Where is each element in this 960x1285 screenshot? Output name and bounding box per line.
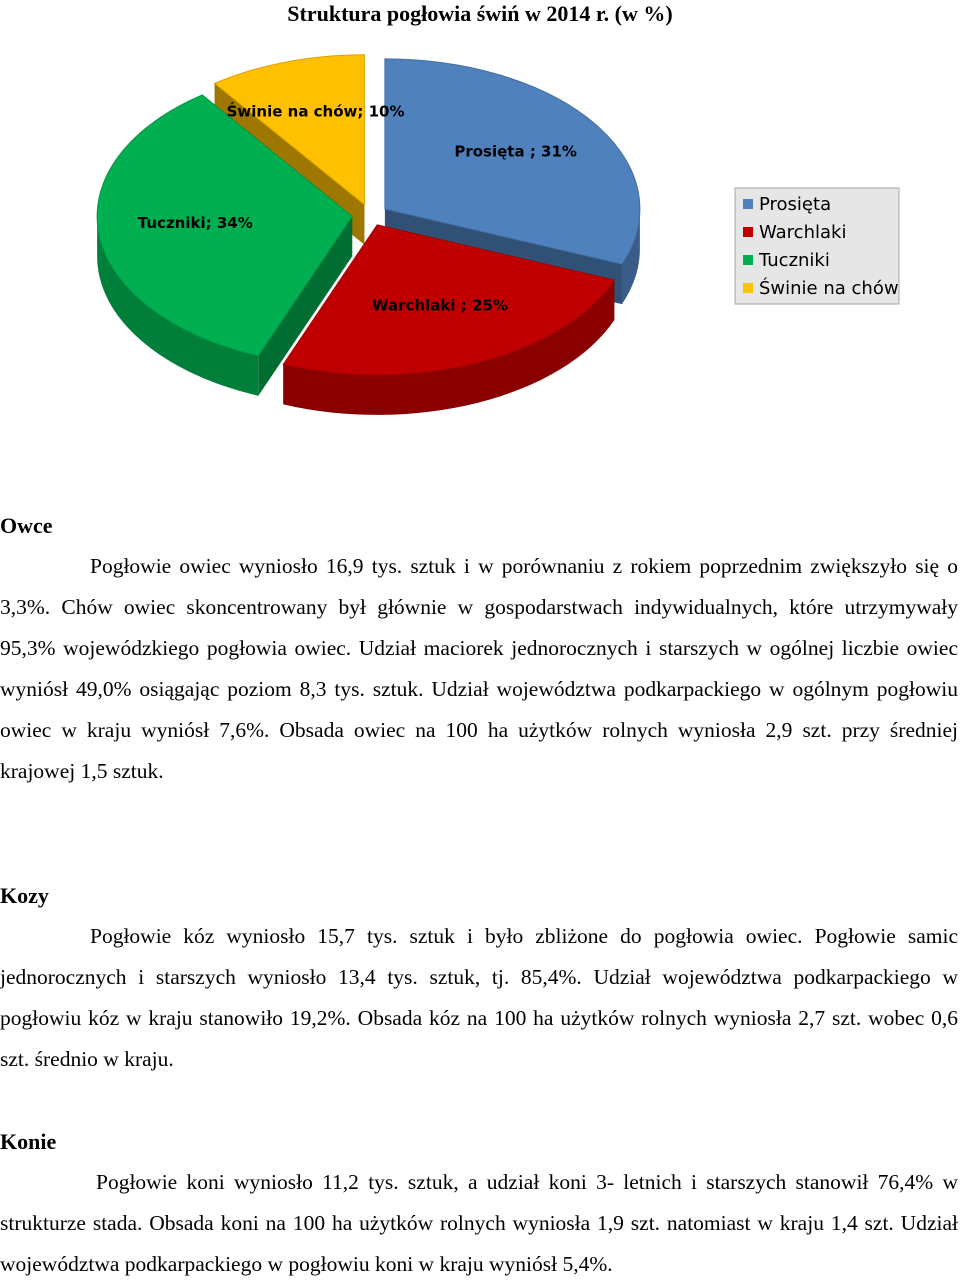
pie-chart [0,40,960,420]
section-konie [0,1121,958,1285]
legend-swatch-prosieta [743,199,753,209]
slice-label-prosieta: Prosięta ; 31% [454,142,577,161]
legend-label-prosieta: Prosięta [759,194,832,215]
legend-swatch-tuczniki [743,255,753,265]
section-heading-kozy: Kozy [0,883,49,908]
section-owce [0,505,958,792]
legend-swatch-swinie-na-chow [743,283,753,293]
page-title: Struktura pogłowia świń w 2014 r. (w %) [287,1,673,26]
legend-swatch-warchlaki [743,227,753,237]
legend-label-warchlaki: Warchlaki [759,222,847,243]
chart-legend [735,188,899,304]
section-text-owce: Pogłowie owiec wyniosło 16,9 tys. sztuk i w porównaniu z rokiem poprzednim zwiększyło się o 3,3%. Chów owiec skoncentrowany był głównie w gospodarstwach indywidualnych, które utrzymywały 95,3% wojewódzkiego pogłowia owiec. Udział maciorek jednorocznych i starszych w ogólnej liczbie owiec wyniósł 49,0% osiągając poziom 8,3 tys. sztuk. Udział województwa podkarpackiego w ogólnym pogłowiu owiec w kraju wyniósł 7,6%. Obsada owiec na 100 ha użytków rolnych wyniosła 2,9 szt. przy średniej krajowej 1,5 sztuk. [0,554,958,783]
legend-label-tuczniki: Tuczniki [759,250,830,271]
legend-label-swinie-na-chow: Świnie na chów [759,278,899,299]
section-kozy [0,875,958,1080]
section-heading-owce: Owce [0,513,53,538]
slice-label-swinie-na-chow: Świnie na chów; 10% [226,102,405,121]
section-text-kozy: Pogłowie kóz wyniosło 15,7 tys. sztuk i było zbliżone do pogłowia owiec. Pogłowie samic jednorocznych i starszych wyniosło 13,4 tys. sztuk, tj. 85,4%. Udział województwa podkarpackiego w pogłowiu kóz w kraju stanowiło 19,2%. Obsada kóz na 100 ha użytków rolnych wyniosła 2,7 szt. wobec 0,6 szt. średnio w kraju. [0,924,958,1071]
section-heading-konie: Konie [0,1129,57,1154]
slice-label-warchlaki: Warchlaki ; 25% [372,296,508,315]
slice-label-tuczniki: Tuczniki; 34% [137,214,253,233]
section-text-konie: Pogłowie koni wyniosło 11,2 tys. sztuk, a udział koni 3- letnich i starszych stanowił 76,4% w strukturze stada. Obsada koni na 100 ha użytków rolnych wyniosła 1,9 szt. natomiast w kraju 1,4 szt. Udział województwa podkarpackiego w pogłowiu koni w kraju wyniósł 5,4%. [0,1170,958,1276]
